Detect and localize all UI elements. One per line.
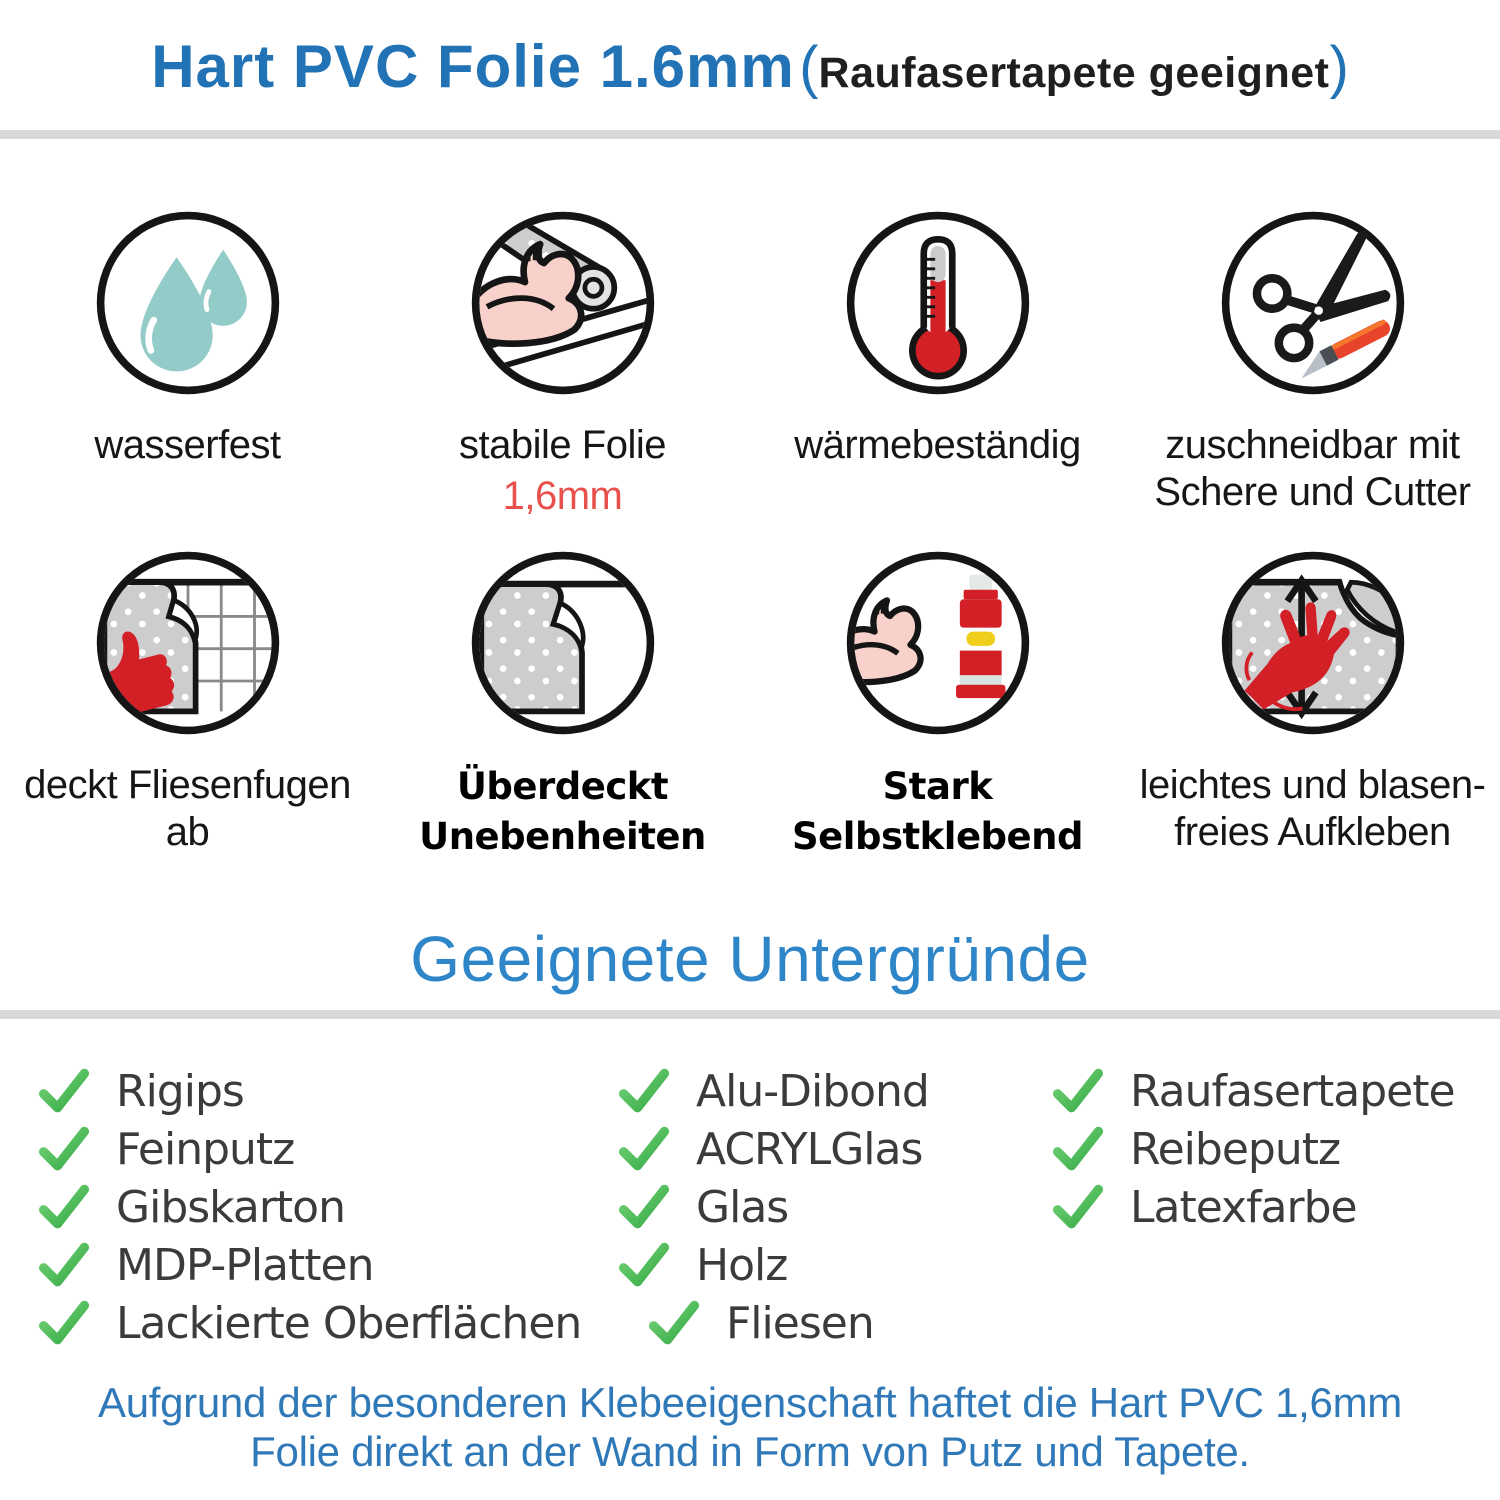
features-grid [0,208,1500,888]
list-item [38,1294,581,1352]
feature-fliesenfugen [0,548,375,888]
feature-label-line2: Unebenheiten [419,815,706,858]
surface-label: MDP-Platten [116,1239,374,1291]
thermometer-icon [843,208,1033,398]
feature-label: wärmebeständig [794,423,1081,467]
list-item [648,1294,929,1352]
surface-label: Lackierte Oberflächen [116,1297,582,1349]
list-item [1052,1178,1455,1236]
list-item [618,1120,929,1178]
feature-wasserfest [0,208,375,548]
scissors-and-cutter-icon [1218,208,1408,398]
strong-arm-foil-roll-icon [468,208,658,398]
feature-stabile-folie [375,208,750,548]
list-item [38,1120,581,1178]
surface-label: Raufasertapete [1130,1065,1455,1117]
list-item [38,1062,581,1120]
surface-label: Rigips [116,1065,244,1117]
surface-label: Latexfarbe [1130,1181,1357,1233]
feature-label: leichtes und blasen- [1139,763,1486,807]
list-item [618,1062,929,1120]
feature-unebenheiten [375,548,750,888]
feature-label: wasserfest [94,423,281,467]
feature-label-line2: freies Aufkleben [1174,810,1451,854]
water-drops-icon [93,208,283,398]
surfaces-column-3 [1052,1062,1455,1236]
list-item [38,1236,581,1294]
check-icon [618,1239,670,1291]
title-paren-open: ( [799,35,819,100]
feature-label: Überdeckt [456,765,669,808]
surfaces-column-2 [618,1062,929,1352]
footer-line-1: Aufgrund der besonderen Klebeeigenschaft haftet die Hart PVC 1,6mm [97,1379,1402,1426]
feature-label: zuschneidbar mit [1165,423,1460,467]
surface-label: Alu-Dibond [696,1065,929,1117]
foil-covers-unevenness-icon [468,548,658,738]
check-icon [38,1181,90,1233]
hand-smoothing-foil-icon [1218,548,1408,738]
check-icon [38,1297,90,1349]
title-main: Hart PVC Folie 1.6mm [151,33,795,100]
check-icon [1052,1181,1104,1233]
divider-middle [0,1010,1500,1019]
footer-line-2: Folie direkt an der Wand in Form von Putz und Tapete. [250,1428,1250,1475]
section-title: Geeignete Untergründe [410,923,1090,995]
surface-label: Holz [696,1239,788,1291]
list-item [38,1178,581,1236]
check-icon [618,1181,670,1233]
list-item [1052,1062,1455,1120]
list-item [618,1236,929,1294]
check-icon [1052,1065,1104,1117]
surface-label: Reibeputz [1130,1123,1341,1175]
check-icon [648,1297,700,1349]
title-paren-close: ) [1329,35,1349,100]
tile-joint-cover-thumbs-up-icon [93,548,283,738]
check-icon [618,1123,670,1175]
surfaces-checklist [0,1062,1500,1372]
list-item [618,1178,929,1236]
feature-label-line2: Schere und Cutter [1154,470,1471,514]
check-icon [618,1065,670,1117]
check-icon [38,1239,90,1291]
page-title [0,32,1500,101]
feature-label: Stark [882,765,993,808]
list-item [1052,1120,1455,1178]
feature-label-line2: Selbstklebend [792,815,1083,858]
divider-top [0,130,1500,139]
check-icon [38,1065,90,1117]
check-icon [38,1123,90,1175]
feature-label: deckt Fliesenfugen ab [24,763,351,854]
surface-label: ACRYLGlas [696,1123,923,1175]
surface-label: Fliesen [726,1297,874,1349]
check-icon [1052,1123,1104,1175]
feature-selbstklebend [750,548,1125,888]
title-subtitle: Raufasertapete geeignet [818,49,1330,97]
surface-label: Glas [696,1181,789,1233]
surface-label: Gibskarton [116,1181,345,1233]
strong-arm-glue-tube-icon [843,548,1033,738]
feature-zuschneidbar [1125,208,1500,548]
feature-waermebestaendig [750,208,1125,548]
glue-tube [956,575,1005,699]
surface-label: Feinputz [116,1123,295,1175]
surfaces-column-1 [38,1062,581,1352]
feature-aufkleben [1125,548,1500,888]
feature-thickness-label: 1,6mm [502,474,623,518]
footer-note [0,1378,1500,1476]
feature-label: stabile Folie [459,423,666,467]
